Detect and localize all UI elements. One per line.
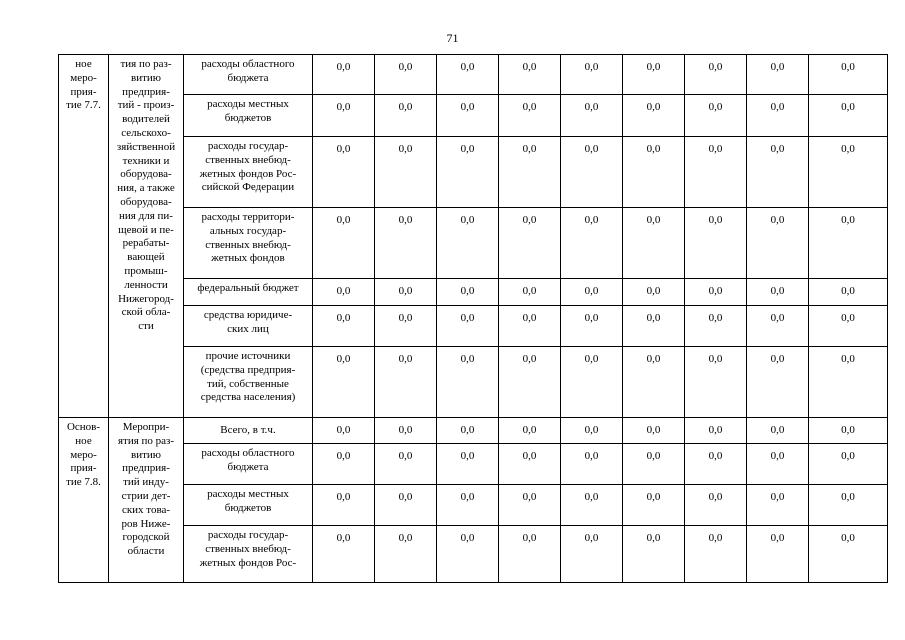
value-cell: 0,0 <box>623 418 685 444</box>
measure-name-cell: тия по раз- витию предприя- тий - произ- водителей сельскохо- зяйственной техники и оборудова- ния, а также оборудова- ния для пи- щевой и пе- рерабаты- вающей промыш- ленности Нижегород- ской обла- сти <box>109 55 184 418</box>
value-cell: 0,0 <box>499 444 561 485</box>
value-cell: 0,0 <box>685 95 747 137</box>
value-cell: 0,0 <box>809 279 888 306</box>
value-cell: 0,0 <box>375 137 437 208</box>
value-cell: 0,0 <box>685 208 747 279</box>
table-row <box>59 208 888 279</box>
value-cell: 0,0 <box>685 279 747 306</box>
table-row <box>59 485 888 526</box>
value-cell: 0,0 <box>561 55 623 95</box>
value-cell: 0,0 <box>375 418 437 444</box>
value-cell: 0,0 <box>561 306 623 347</box>
value-cell: 0,0 <box>437 485 499 526</box>
value-cell: 0,0 <box>623 306 685 347</box>
value-cell: 0,0 <box>747 55 809 95</box>
value-cell: 0,0 <box>499 95 561 137</box>
value-cell: 0,0 <box>809 95 888 137</box>
value-cell: 0,0 <box>437 526 499 583</box>
value-cell: 0,0 <box>623 444 685 485</box>
measure-name-cell: Меропри- ятия по раз- витию предприя- тий инду- стрии дет- ских това- ров Нижe- городской области <box>109 418 184 583</box>
value-cell: 0,0 <box>375 306 437 347</box>
value-cell: 0,0 <box>561 485 623 526</box>
funding-source-cell: расходы местных бюджетов <box>184 95 313 137</box>
value-cell: 0,0 <box>437 95 499 137</box>
table-row <box>59 347 888 418</box>
value-cell: 0,0 <box>623 95 685 137</box>
value-cell: 0,0 <box>313 444 375 485</box>
value-cell: 0,0 <box>747 306 809 347</box>
value-cell: 0,0 <box>313 208 375 279</box>
funding-source-cell: прочие источники (средства предприя- тий, собственные средства населения) <box>184 347 313 418</box>
value-cell: 0,0 <box>623 208 685 279</box>
value-cell: 0,0 <box>499 485 561 526</box>
value-cell: 0,0 <box>375 444 437 485</box>
value-cell: 0,0 <box>623 55 685 95</box>
value-cell: 0,0 <box>375 526 437 583</box>
value-cell: 0,0 <box>375 55 437 95</box>
value-cell: 0,0 <box>561 526 623 583</box>
value-cell: 0,0 <box>809 347 888 418</box>
measure-type-cell: Основ- ное меро- прия- тие 7.8. <box>59 418 109 583</box>
funding-source-cell: расходы областного бюджета <box>184 444 313 485</box>
value-cell: 0,0 <box>313 55 375 95</box>
value-cell: 0,0 <box>375 208 437 279</box>
value-cell: 0,0 <box>499 55 561 95</box>
value-cell: 0,0 <box>313 347 375 418</box>
value-cell: 0,0 <box>313 418 375 444</box>
value-cell: 0,0 <box>313 279 375 306</box>
value-cell: 0,0 <box>747 137 809 208</box>
value-cell: 0,0 <box>809 526 888 583</box>
value-cell: 0,0 <box>375 347 437 418</box>
value-cell: 0,0 <box>623 347 685 418</box>
value-cell: 0,0 <box>499 137 561 208</box>
table-row <box>59 306 888 347</box>
page-number: 71 <box>446 31 459 45</box>
value-cell: 0,0 <box>375 279 437 306</box>
value-cell: 0,0 <box>747 418 809 444</box>
funding-source-cell: расходы государ- ственных внебюд- жетных фондов Рос- <box>184 526 313 583</box>
value-cell: 0,0 <box>561 444 623 485</box>
value-cell: 0,0 <box>809 306 888 347</box>
value-cell: 0,0 <box>685 485 747 526</box>
value-cell: 0,0 <box>685 55 747 95</box>
value-cell: 0,0 <box>499 279 561 306</box>
funding-source-cell: Всего, в т.ч. <box>184 418 313 444</box>
value-cell: 0,0 <box>747 208 809 279</box>
value-cell: 0,0 <box>499 526 561 583</box>
value-cell: 0,0 <box>375 95 437 137</box>
funding-source-cell: расходы территори- альных государ- ственных внебюд- жетных фондов <box>184 208 313 279</box>
value-cell: 0,0 <box>437 444 499 485</box>
value-cell: 0,0 <box>685 306 747 347</box>
value-cell: 0,0 <box>561 137 623 208</box>
table-row <box>59 55 888 95</box>
value-cell: 0,0 <box>313 485 375 526</box>
table-row <box>59 279 888 306</box>
value-cell: 0,0 <box>437 137 499 208</box>
value-cell: 0,0 <box>313 306 375 347</box>
value-cell: 0,0 <box>809 137 888 208</box>
value-cell: 0,0 <box>499 208 561 279</box>
value-cell: 0,0 <box>747 347 809 418</box>
table-row <box>59 526 888 583</box>
value-cell: 0,0 <box>809 418 888 444</box>
table-row <box>59 444 888 485</box>
value-cell: 0,0 <box>685 137 747 208</box>
value-cell: 0,0 <box>437 418 499 444</box>
value-cell: 0,0 <box>499 418 561 444</box>
value-cell: 0,0 <box>499 306 561 347</box>
funding-source-cell: расходы государ- ственных внебюд- жетных фондов Рос- сийской Федерации <box>184 137 313 208</box>
value-cell: 0,0 <box>313 526 375 583</box>
value-cell: 0,0 <box>499 347 561 418</box>
value-cell: 0,0 <box>623 526 685 583</box>
table-row <box>59 137 888 208</box>
value-cell: 0,0 <box>437 347 499 418</box>
value-cell: 0,0 <box>561 208 623 279</box>
value-cell: 0,0 <box>313 137 375 208</box>
value-cell: 0,0 <box>747 279 809 306</box>
value-cell: 0,0 <box>809 485 888 526</box>
value-cell: 0,0 <box>561 347 623 418</box>
value-cell: 0,0 <box>809 55 888 95</box>
value-cell: 0,0 <box>623 279 685 306</box>
funding-source-cell: средства юридиче- ских лиц <box>184 306 313 347</box>
value-cell: 0,0 <box>685 347 747 418</box>
value-cell: 0,0 <box>747 526 809 583</box>
funding-table <box>58 54 888 583</box>
value-cell: 0,0 <box>437 306 499 347</box>
value-cell: 0,0 <box>437 208 499 279</box>
value-cell: 0,0 <box>437 279 499 306</box>
funding-source-cell: расходы областного бюджета <box>184 55 313 95</box>
value-cell: 0,0 <box>747 95 809 137</box>
funding-source-cell: федеральный бюджет <box>184 279 313 306</box>
value-cell: 0,0 <box>747 485 809 526</box>
value-cell: 0,0 <box>685 418 747 444</box>
value-cell: 0,0 <box>809 208 888 279</box>
table-row <box>59 95 888 137</box>
value-cell: 0,0 <box>313 95 375 137</box>
table-row <box>59 418 888 444</box>
funding-source-cell: расходы местных бюджетов <box>184 485 313 526</box>
value-cell: 0,0 <box>561 418 623 444</box>
value-cell: 0,0 <box>685 444 747 485</box>
value-cell: 0,0 <box>375 485 437 526</box>
value-cell: 0,0 <box>561 279 623 306</box>
value-cell: 0,0 <box>747 444 809 485</box>
value-cell: 0,0 <box>685 526 747 583</box>
value-cell: 0,0 <box>437 55 499 95</box>
value-cell: 0,0 <box>623 137 685 208</box>
measure-type-cell: ное меро- прия- тие 7.7. <box>59 55 109 418</box>
value-cell: 0,0 <box>561 95 623 137</box>
value-cell: 0,0 <box>809 444 888 485</box>
value-cell: 0,0 <box>623 485 685 526</box>
